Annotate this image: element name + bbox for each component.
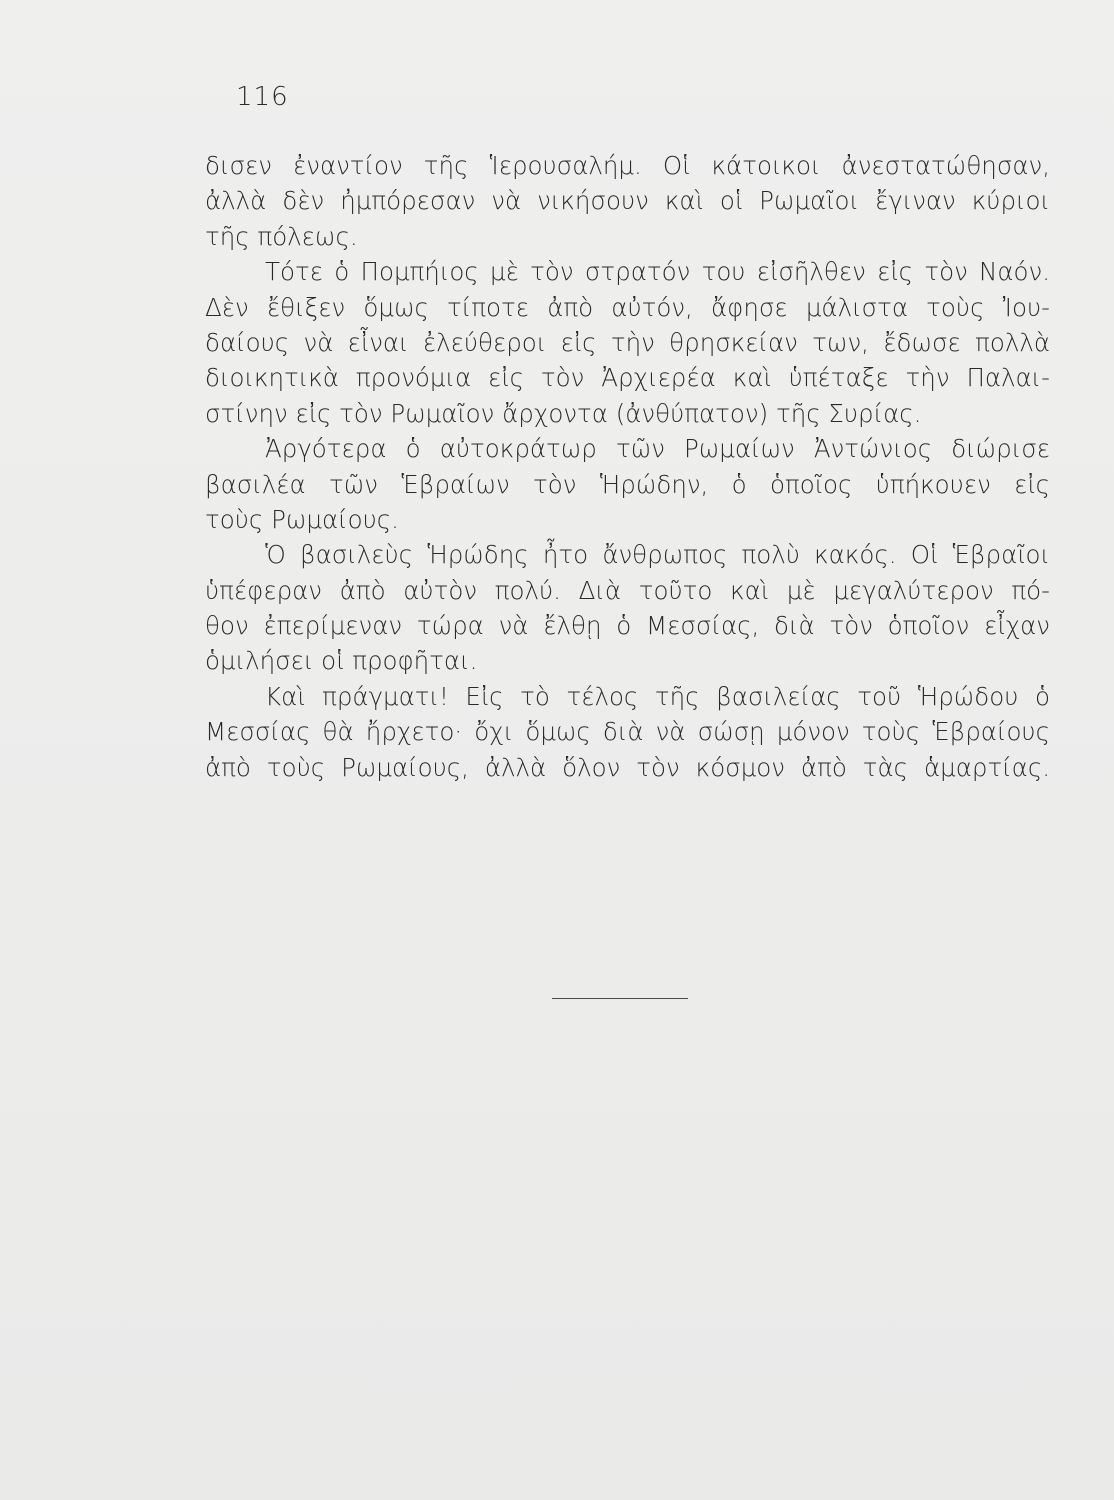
text-line: διοικητικὰ προνόμια εἰς τὸν Ἀρχιερέα καὶ ὑπέταξε τὴν Παλαι- [205,363,1050,393]
text-line: Μεσσίας θὰ ἤρχετο· ὄχι ὅμως διὰ νὰ σώσῃ μόνον τοὺς Ἑβραίους [205,717,1050,747]
text-line: ὑπέφεραν ἀπὸ αὐτὸν πολύ. Διὰ τοῦτο καὶ μὲ μεγαλύτερον πό- [205,575,1050,605]
text-line: στίνην εἰς τὸν Ρωμαῖον ἄρχοντα (ἀνθύπατον) τῆς Συρίας. [205,398,922,428]
text-line: Δὲν ἔθιξεν ὅμως τίποτε ἀπὸ αὐτόν, ἄφησε μάλιστα τοὺς Ἰου- [205,292,1050,322]
text-line: ἀπὸ τοὺς Ρωμαίους, ἀλλὰ ὅλον τὸν κόσμον ἀπὸ τὰς ἁμαρτίας. [205,752,1050,782]
page-number: 116 [236,82,289,112]
text-line: Καὶ πράγματι! Εἰς τὸ τέλος τῆς βασιλείας τοῦ Ἡρώδου ὁ [265,681,1050,711]
text-line: Ὁ βασιλεὺς Ἡρώδης ἦτο ἄνθρωπος πολὺ κακός. Οἱ Ἑβραῖοι [265,540,1050,570]
text-line: ἀλλὰ δὲν ἠμπόρεσαν νὰ νικήσουν καὶ οἱ Ρωμαῖοι ἔγιναν κύριοι [205,186,1050,216]
text-line: τῆς πόλεως. [205,221,358,251]
text-line: δαίους νὰ εἶναι ἐλεύθεροι εἰς τὴν θρησκείαν των, ἔδωσε πολλὰ [205,327,1050,357]
text-line: δισεν ἐναντίον τῆς Ἱερουσαλήμ. Οἱ κάτοικοι ἀνεστατώθησαν, [205,151,1050,180]
text-line: Τότε ὁ Πομπήιος μὲ τὸν στρατόν του εἰσῆλθεν εἰς τὸν Ναόν. [265,257,1050,287]
text-line: τοὺς Ρωμαίους. [205,504,399,534]
section-divider [552,998,688,999]
text-line: θον ἐπερίμεναν τώρα νὰ ἔλθῃ ὁ Μεσσίας, διὰ τὸν ὁποῖον εἶχαν [205,611,1050,641]
text-line: ὁμιλήσει οἱ προφῆται. [205,646,478,676]
text-line: βασιλέα τῶν Ἑβραίων τὸν Ἡρώδην, ὁ ὁποῖος ὑπήκουεν εἰς [205,469,1050,499]
body-text [205,148,1050,785]
text-line: Ἀργότερα ὁ αὐτοκράτωρ τῶν Ρωμαίων Ἀντώνιος διώρισε [265,434,1050,464]
